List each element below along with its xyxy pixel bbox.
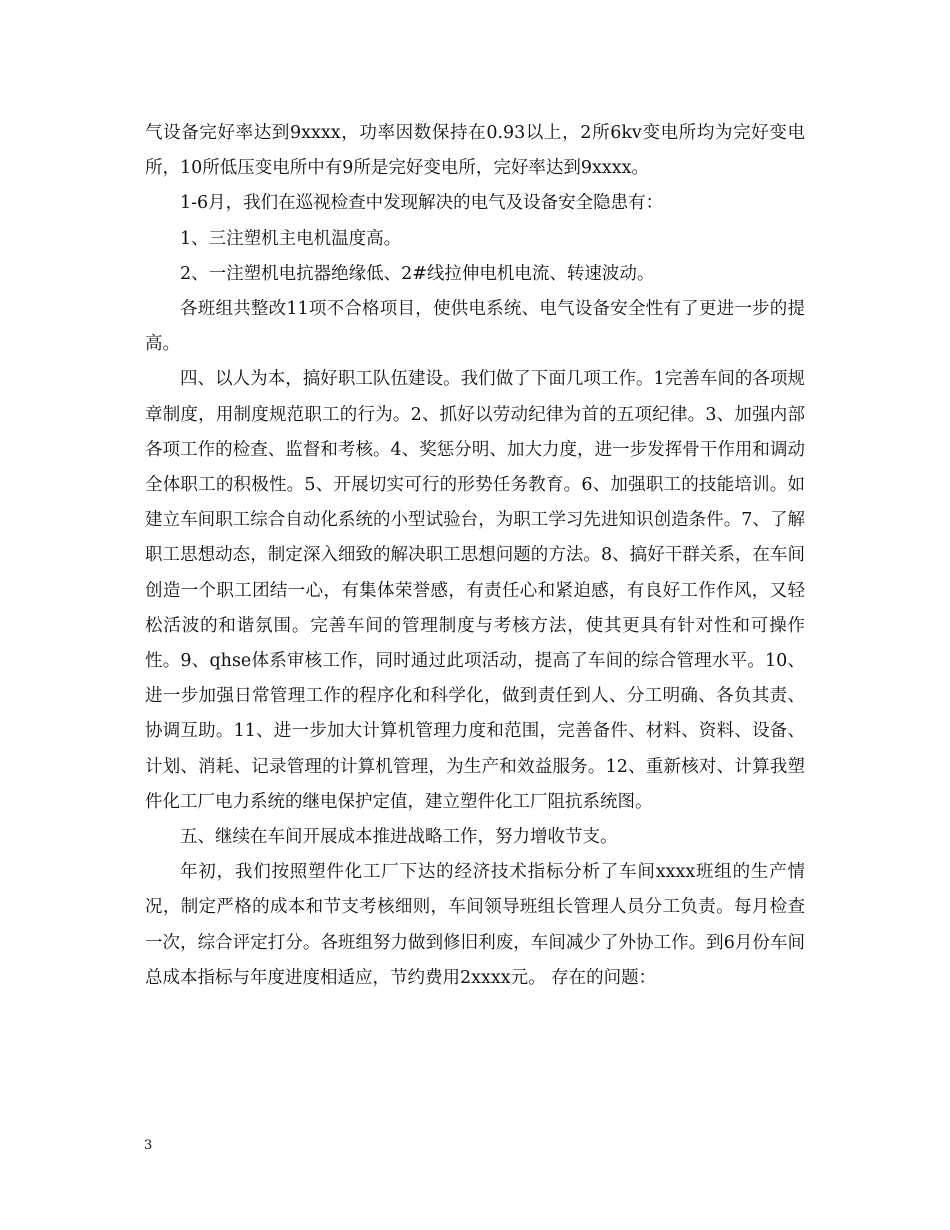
paragraph-1: 气设备完好率达到9xxxx，功率因数保持在0.93以上，2所6kv变电所均为完好变电所，10所低压变电所中有9所是完好变电所，完好率达到9xxxx。 (145, 123, 805, 179)
paragraph-7: 五、继续在车间开展成本推进战略工作，努力增收节支。 (180, 827, 618, 848)
document-body (145, 116, 805, 996)
paragraph-5: 各班组共整改11项不合格项目，使供电系统、电气设备安全性有了更进一步的提高。 (145, 299, 805, 355)
paragraph-4: 2、一注塑机电抗器绝缘低、2#线拉伸电机电流、转速波动。 (180, 263, 655, 284)
paragraph-8: 年初，我们按照塑件化工厂下达的经济技术指标分析了车间xxxx班组的生产情况，制定严格的成本和节支考核细则，车间领导班组长管理人员分工负责。每月检查一次，综合评定打分。各班组努力做到修旧利废，车间减少了外协工作。到6月份车间总成本指标与年度进度相适应，节约费用2xxxx元。 存在的问题： (145, 862, 805, 988)
paragraph-6: 四、以人为本，搞好职工队伍建设。我们做了下面几项工作。1完善车间的各项规章制度，用制度规范职工的行为。2、抓好以劳动纪律为首的五项纪律。3、加强内部各项工作的检查、监督和考核。4、奖惩分明、加大力度，进一步发挥骨干作用和调动全体职工的积极性。5、开展切实可行的形势任务教育。6、加强职工的技能培训。如建立车间职工综合自动化系统的小型试验台，为职工学习先进知识创造条件。7、了解职工思想动态，制定深入细致的解决职工思想问题的方法。8、搞好干群关系，在车间创造一个职工团结一心，有集体荣誉感，有责任心和紧迫感，有良好工作作风，又轻松活波的和谐氛围。完善车间的管理制度与考核方法，使其更具有针对性和可操作性。9、qhse体系审核工作，同时通过此项活动，提高了车间的综合管理水平。10、进一步加强日常管理工作的程序化和科学化，做到责任到人、分工明确、各负其责、协调互助。11、进一步加大计算机管理力度和范围，完善备件、材料、资料、设备、计划、消耗、记录管理的计算机管理，为生产和效益服务。12、重新核对、计算我塑件化工厂电力系统的继电保护定值，建立塑件化工厂阻抗系统图。 (145, 369, 805, 812)
paragraph-2: 1-6月，我们在巡视检查中发现解决的电气及设备安全隐患有： (180, 193, 664, 214)
paragraph-3: 1、三注塑机主电机温度高。 (180, 228, 402, 249)
page-number: 3 (144, 1138, 153, 1153)
